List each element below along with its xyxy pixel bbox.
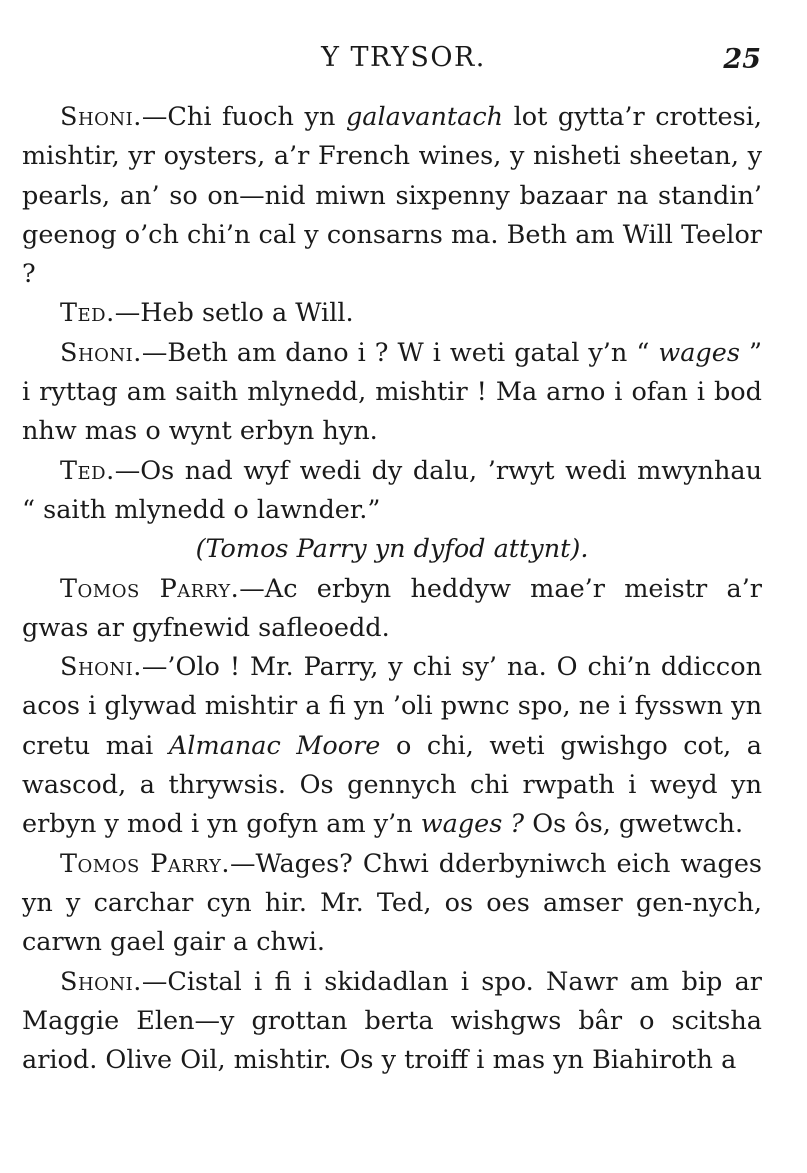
dialogue-paragraph (22, 845, 762, 963)
speaker-name: Shoni. (60, 102, 142, 132)
speech-text: o chi, weti gwishgo cot, a wascod, a thrywsis. Os gennych chi rwpath i weyd yn erbyn y mod i yn gofyn am y’n (22, 730, 763, 840)
dialogue-paragraph (22, 570, 762, 649)
speech-text: —Cistal i fi i skidadlan i spo. Nawr am bip ar Maggie Elen—y grottan berta wishgws bâr o scitsha ariod. Olive Oil, mishtir. Os y troiff i mas yn Biahiroth a (22, 966, 762, 1076)
speaker-name: Shoni. (60, 966, 142, 997)
stage-direction: (Tomos Parry yn dyfod attynt). (195, 534, 589, 565)
speech-text: —Heb setlo a Will. (114, 298, 354, 329)
page-number: 25 (723, 44, 761, 75)
speaker-name: Ted. (60, 455, 115, 486)
italic-phrase: wages ? (420, 809, 525, 840)
italic-phrase: Almanac Moore (168, 730, 381, 761)
speech-text: —Chi fuoch yn (141, 102, 346, 132)
speaker-name: Ted. (60, 298, 115, 329)
dialogue-paragraph (22, 294, 762, 333)
speech-text: —Ac erbyn heddyw mae’r meistr a’r gwas ar gyfnewid safleoedd. (22, 573, 762, 643)
speech-text: —Os nad wyf wedi dy dalu, ’rwyt wedi mwynhau “ saith mlynedd o lawnder.” (22, 455, 762, 525)
speaker-name: Shoni. (60, 337, 142, 368)
running-title: Y TRYSOR. (321, 42, 486, 73)
dialogue-text (22, 98, 762, 1080)
speech-text: ” i ryttag am saith mlynedd, mishtir ! Ma arno i ofan i bod nhw mas o wynt erbyn hyn. (22, 337, 762, 447)
speech-text: —Beth am dano i ? W i weti gatal y’n “ (141, 337, 659, 368)
dialogue-paragraph (22, 452, 762, 531)
speaker-name: Shoni. (60, 652, 142, 683)
dialogue-paragraph (22, 334, 762, 452)
speech-text: —’Olo ! Mr. Parry, y chi sy’ na. O chi’n ddiccon acos i glywad mishtir a fi yn ’oli pwnc spo, ne i fysswn yn cretu mai (22, 652, 762, 761)
italic-phrase: galavantach (345, 102, 504, 132)
italic-phrase: wages (658, 337, 740, 368)
speaker-name: Tomos Parry. (60, 573, 240, 604)
speech-text: Os ôs, gwetwch. (524, 809, 744, 840)
speaker-name: Tomos Parry. (60, 848, 230, 879)
dialogue-paragraph (22, 963, 762, 1081)
running-head (0, 38, 807, 82)
dialogue-paragraph (22, 98, 762, 294)
dialogue-paragraph (22, 648, 762, 844)
speech-text: lot gytta’r crottesi, mishtir, yr oysters, a’r French wines, y nisheti sheetan, y pearls, an’ so on—nid miwn sixpenny bazaar na standin’ geenog o’ch chi’n cal y consarns ma. Beth am Will Teelor ? (22, 102, 762, 290)
speech-text: —Wages? Chwi dderbyniwch eich wages yn y carchar cyn hir. Mr. Ted, os oes amser gen-nych, carwn gael gair a chwi. (22, 848, 762, 958)
